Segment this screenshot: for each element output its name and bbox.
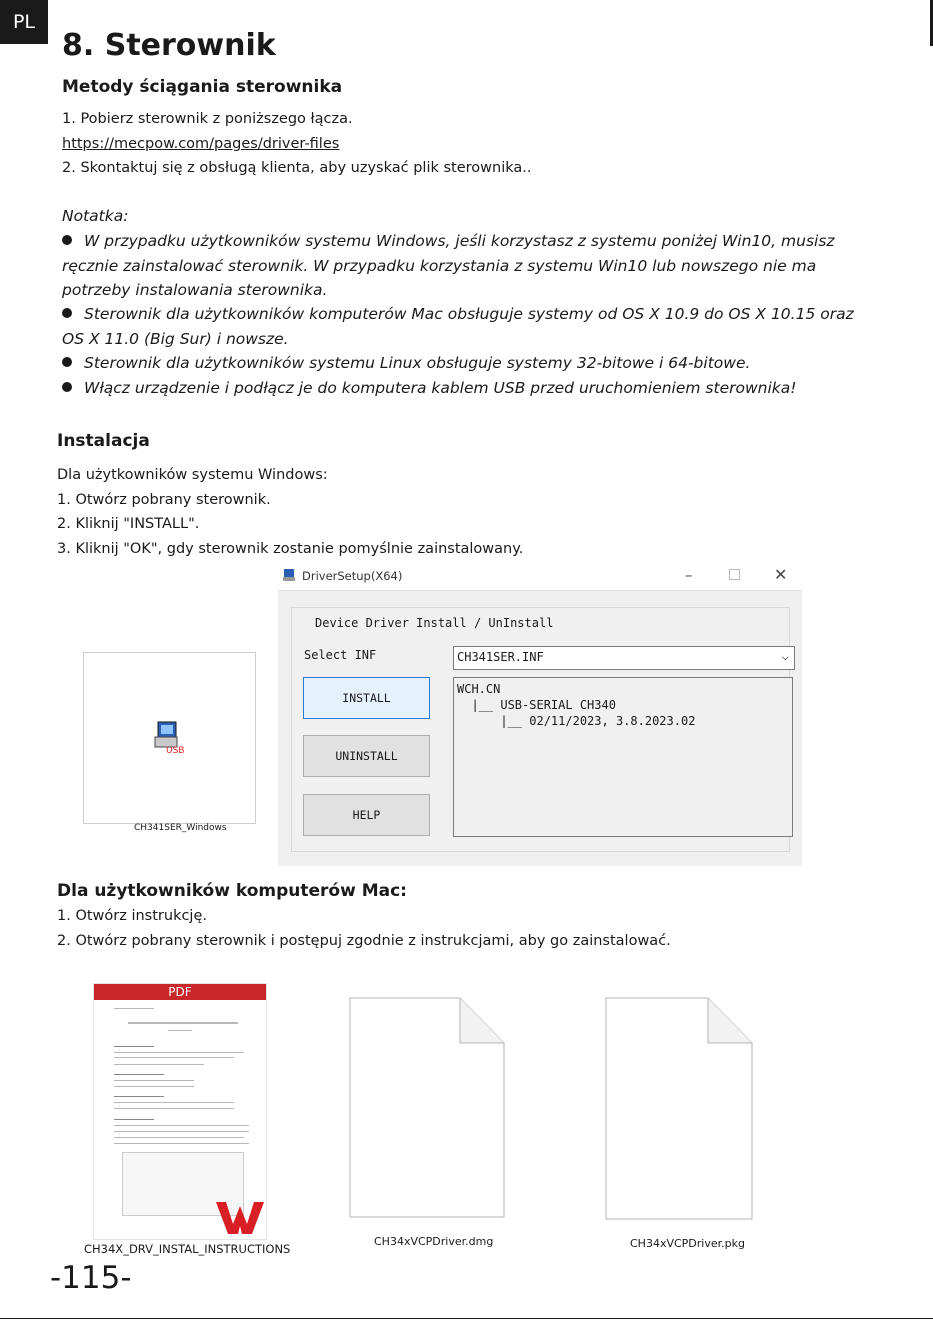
note-text: W przypadku użytkowników systemu Windows, jeśli korzystasz z systemu poniżej Win10, musisz [84,232,835,250]
uninstall-button[interactable]: UNINSTALL [303,735,430,777]
driver-window-titlebar [278,564,802,590]
note-bullet-4 [62,376,796,401]
usb-icon-text: USB [166,746,185,755]
note-text: potrzeby instalowania sterownika. [62,281,328,299]
mac-step-1: 1. Otwórz instrukcję. [57,908,207,924]
group-label: Device Driver Install / UnInstall [312,616,556,630]
download-step-2: 2. Skontaktuj się z obsługą klienta, aby uzyskać plik sterownika.. [62,160,532,176]
inf-select[interactable] [453,646,795,670]
download-step-1: 1. Pobierz sterownik z poniższego łącza. [62,111,353,127]
note-label: Notatka: [62,207,129,225]
note-text: Sterownik dla użytkowników komputerów Mac obsługuje systemy od OS X 10.9 do OS X 10.15 oraz [84,305,854,323]
note-text: ręcznie zainstalować sterownik. W przypadku korzystania z systemu Win10 lub nowszego nie ma [62,256,817,275]
note-bullet-3 [62,351,750,376]
close-icon[interactable]: ✕ [774,565,788,584]
note-bullet-2 [62,302,922,351]
driver-link[interactable]: https://mecpow.com/pages/driver-files [62,136,340,152]
windows-step-2: 2. Kliknij "INSTALL". [57,516,200,532]
bullet-icon [62,308,72,318]
note-text: Sterownik dla użytkowników systemu Linux obsługuje systemy 32-bitowe i 64-bitowe. [84,354,751,372]
dmg-caption: CH34xVCPDriver.dmg [374,1235,494,1248]
install-button[interactable]: INSTALL [303,677,430,719]
pkg-file-icon[interactable] [604,997,754,1221]
driver-window [278,590,802,866]
app-icon [282,568,297,583]
mac-step-2: 2. Otwórz pobrany sterownik i postępuj zgodnie z instrukcjami, aby go zainstalować. [57,933,671,949]
pdf-caption: CH34X_DRV_INSTAL_INSTRUCTIONS [84,1242,291,1256]
download-heading: Metody ściągania sterownika [62,77,343,97]
inf-select-value: CH341SER.INF [457,650,544,664]
dmg-file-icon[interactable] [348,997,506,1219]
help-button[interactable]: HELP [303,794,430,836]
language-label: PL [12,11,36,33]
page-title: 8. Sterownik [62,28,276,63]
mac-heading: Dla użytkowników komputerów Mac: [57,881,407,901]
install-heading: Instalacja [57,431,150,451]
maximize-icon[interactable] [729,569,740,580]
usb-installer-icon [152,719,188,755]
select-inf-label: Select INF [304,648,377,662]
bullet-icon [62,235,72,245]
note-text: Włącz urządzenie i podłącz je do komputera kablem USB przed uruchomieniem sterownika! [84,379,797,397]
note-bullet-1 [62,229,922,303]
windows-driver-file[interactable] [83,652,256,824]
driver-info-box: WCH.CN |__ USB-SERIAL CH340 |__ 02/11/2023, 3.8.2023.02 [453,677,793,837]
windows-intro: Dla użytkowników systemu Windows: [57,467,328,483]
bottom-rule [0,1318,933,1319]
pdf-instructions-file[interactable] [93,983,267,1240]
bullet-icon [62,357,72,367]
page-number: -115- [50,1260,132,1296]
language-tab [0,0,48,44]
bullet-icon [62,382,72,392]
window-title: DriverSetup(X64) [302,569,403,583]
windows-driver-caption: CH341SER_Windows [134,823,227,833]
minimize-icon[interactable]: – [685,566,693,584]
pkg-caption: CH34xVCPDriver.pkg [630,1237,745,1250]
install-group [291,607,790,852]
windows-step-3: 3. Kliknij "OK", gdy sterownik zostanie pomyślnie zainstalowany. [57,541,524,557]
windows-step-1: 1. Otwórz pobrany sterownik. [57,492,271,508]
wps-logo-icon [214,1198,266,1238]
note-text: OS X 11.0 (Big Sur) i nowsze. [62,329,289,348]
chevron-down-icon[interactable]: ⌵ [781,649,789,663]
pdf-badge: PDF [94,984,266,1000]
